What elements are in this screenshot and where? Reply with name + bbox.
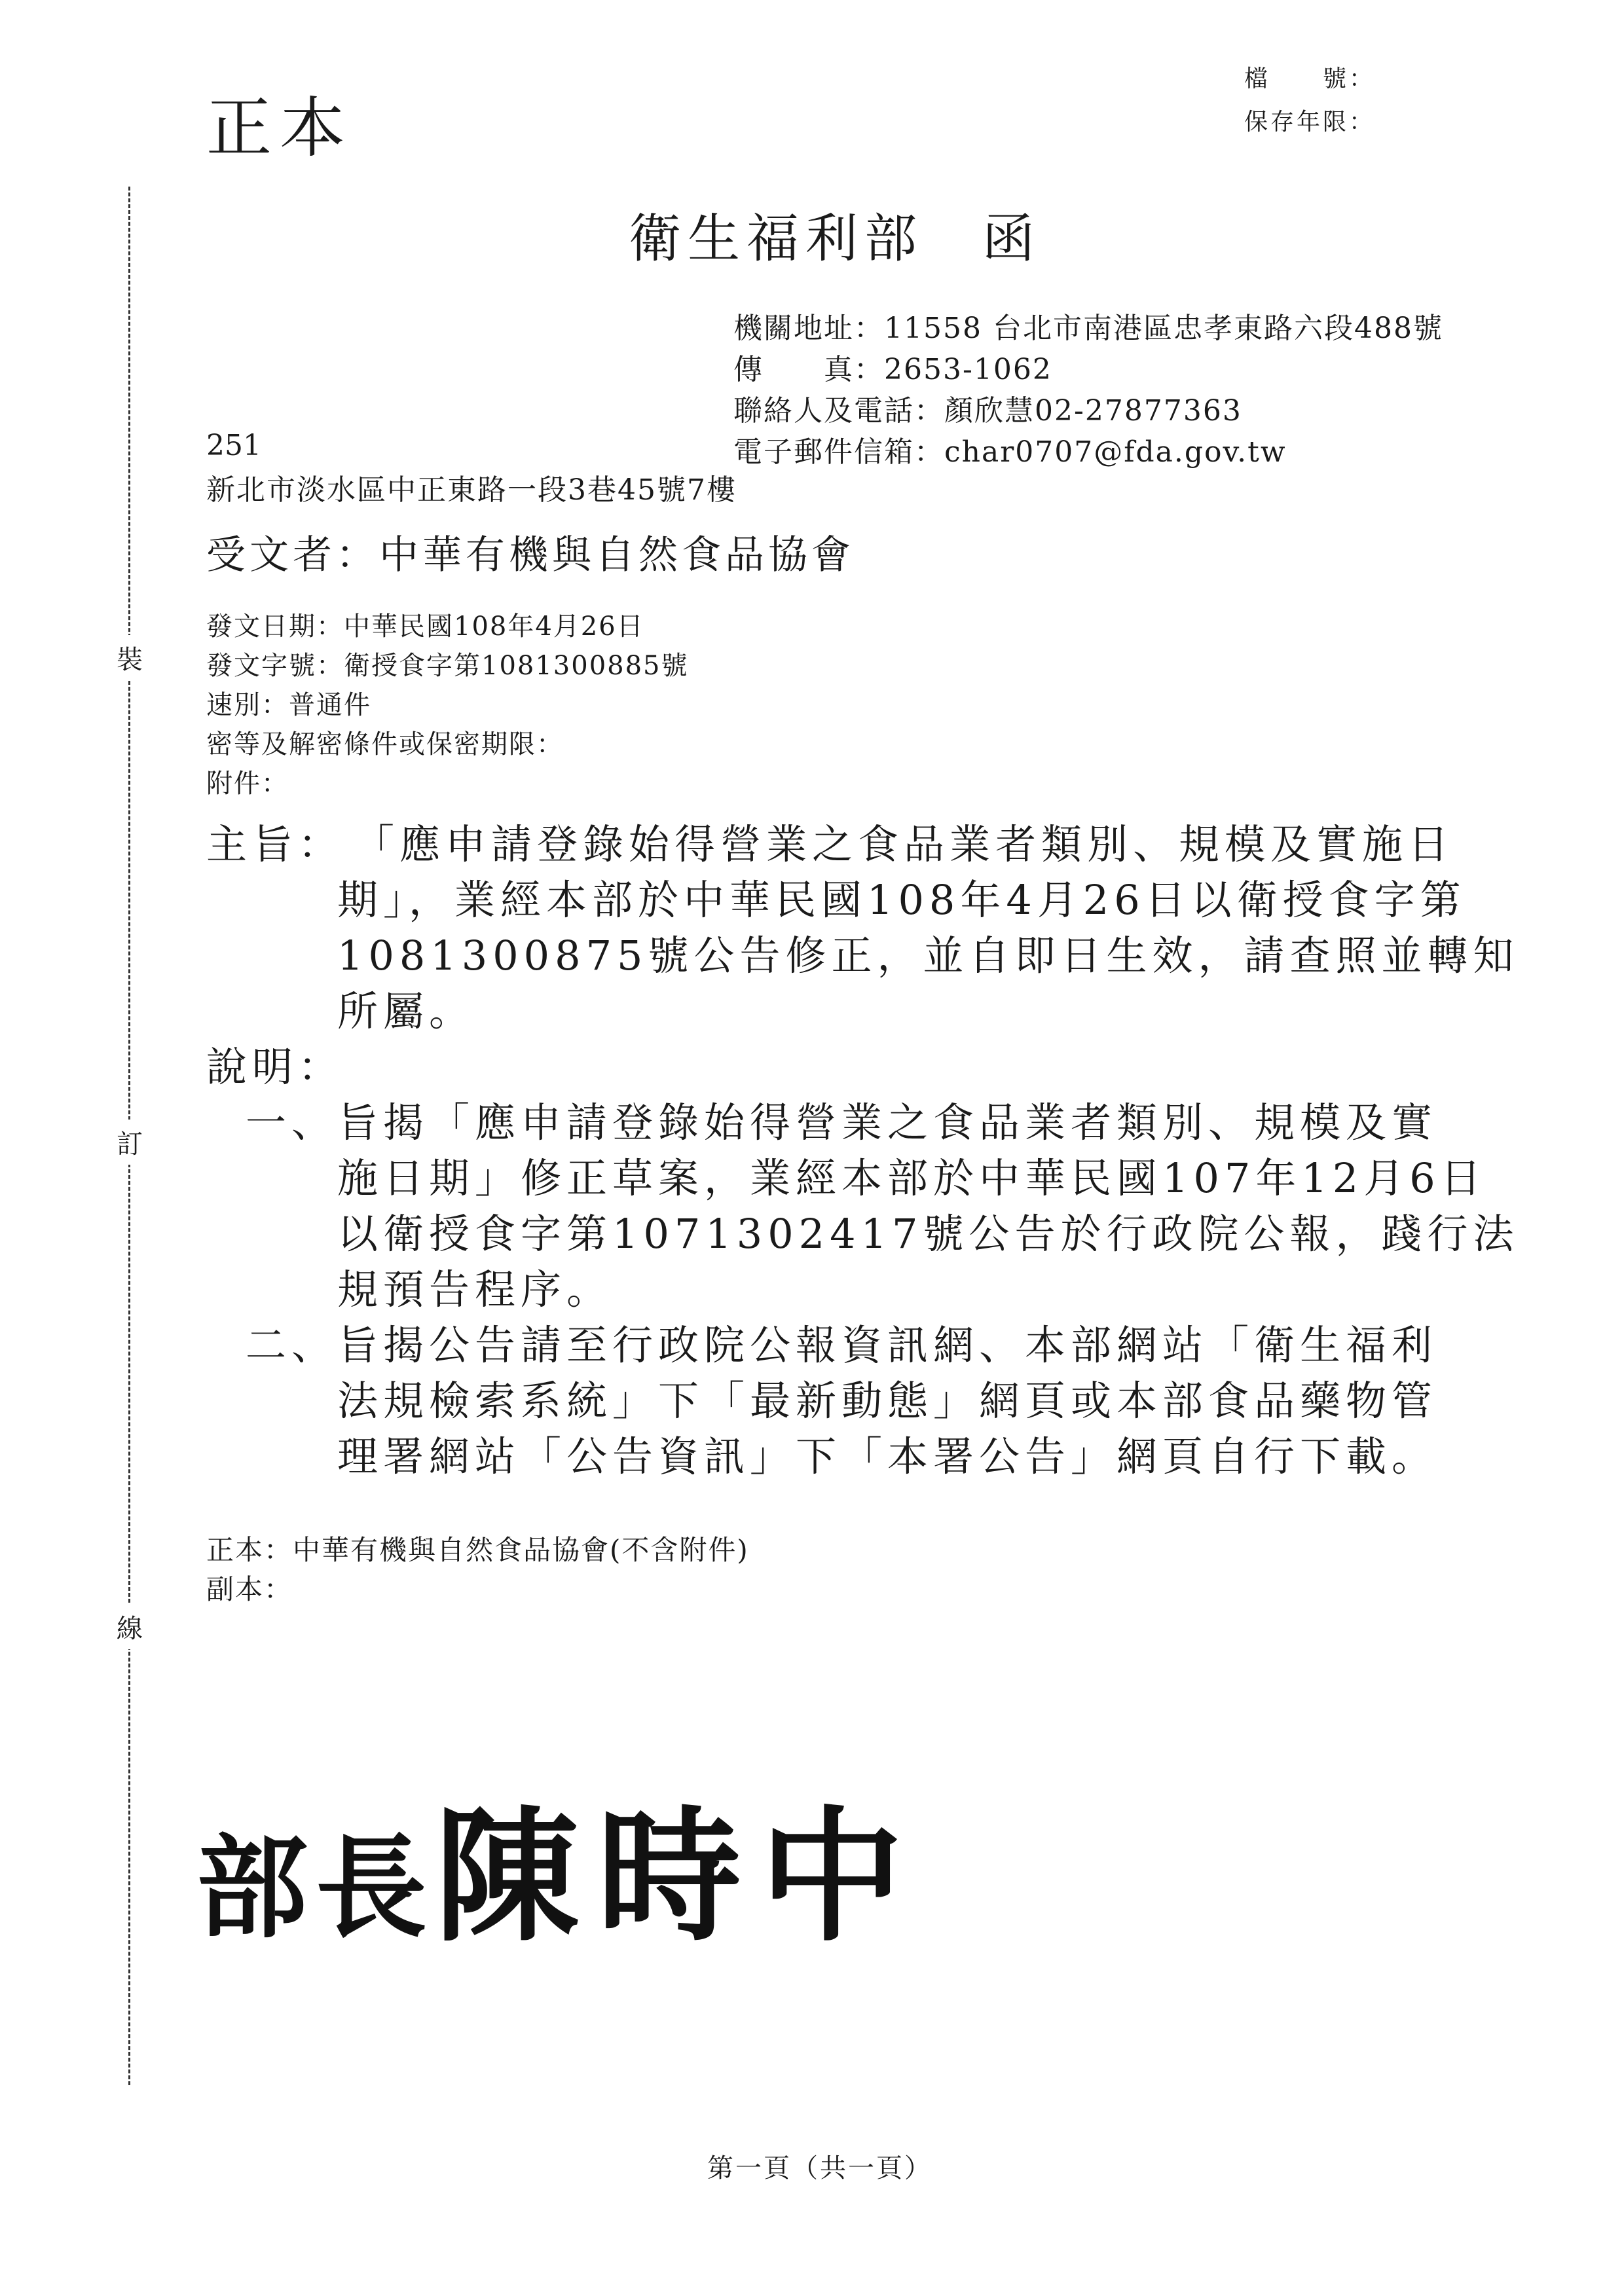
- retention-period-label: 保存年限：: [1244, 109, 1376, 136]
- receiver-address: 新北市淡水區中正東路一段3巷45號7樓: [206, 473, 737, 507]
- explanation-item-number: 二、: [246, 1321, 338, 1369]
- explanation-item-number: 一、: [246, 1099, 338, 1146]
- signature-name: 陳時中: [435, 1791, 923, 1961]
- binding-char-xian: 線: [117, 1604, 143, 1649]
- archive-number-label: 檔 號：: [1244, 65, 1376, 92]
- signature-title: 部長: [196, 1823, 435, 1954]
- explanation-line: 理署網站「公告資訊」下「本署公告」網頁自行下載。: [337, 1432, 1438, 1480]
- document-title: 衛生福利部 函: [629, 208, 1041, 269]
- explanation-label: 說明：: [206, 1043, 344, 1091]
- delivery-speed: 速別：普通件: [206, 690, 371, 720]
- explanation-line: 規預告程序。: [337, 1266, 613, 1313]
- original-copy-recipients: 正本：中華有機與自然食品協會(不含附件): [206, 1534, 749, 1566]
- page-number: 第一頁（共一頁）: [707, 2153, 932, 2183]
- subject-line: 「應申請登錄始得營業之食品業者類別、規模及實施日: [354, 820, 1454, 868]
- receiver-zip: 251: [206, 429, 261, 462]
- binding-char-ding: 訂: [117, 1120, 143, 1165]
- sender-address: 機關地址：11558 台北市南港區忠孝東路六段488號: [733, 312, 1443, 345]
- explanation-line: 以衛授食字第1071302417號公告於行政院公報，踐行法: [337, 1210, 1519, 1258]
- explanation-line: 旨揭「應申請登錄始得營業之食品業者類別、規模及實: [337, 1099, 1438, 1146]
- explanation-line: 施日期」修正草案，業經本部於中華民國107年12月6日: [337, 1154, 1486, 1202]
- subject-line: 1081300875號公告修正，並自即日生效，請查照並轉知: [337, 932, 1519, 979]
- security-level: 密等及解密條件或保密期限：: [206, 729, 564, 759]
- sender-email: 電子郵件信箱：char0707@fda.gov.tw: [733, 435, 1287, 469]
- sender-contact-person: 聯絡人及電話：顏欣慧02-27877363: [733, 394, 1242, 428]
- issue-date: 發文日期：中華民國108年4月26日: [206, 611, 644, 642]
- document-number: 發文字號：衛授食字第1081300885號: [206, 651, 689, 681]
- sender-fax: 傳 真：2653-1062: [733, 353, 1052, 386]
- recipient: 受文者：中華有機與自然食品協會: [206, 532, 855, 578]
- duplicate-copy-recipients: 副本：: [206, 1573, 293, 1605]
- explanation-line: 法規檢索系統」下「最新動態」網頁或本部食品藥物管: [337, 1377, 1438, 1425]
- minister-signature: [196, 1761, 922, 1968]
- subject-line: 期」，業經本部於中華民國108年4月26日以衛授食字第: [337, 876, 1466, 924]
- attachments: 附件：: [206, 769, 289, 799]
- subject-label: 主旨：: [206, 820, 344, 868]
- binding-char-zhuang: 裝: [117, 635, 143, 680]
- copy-type-label: 正本: [206, 90, 353, 166]
- subject-line: 所屬。: [337, 987, 475, 1035]
- explanation-line: 旨揭公告請至行政院公報資訊網、本部網站「衛生福利: [337, 1321, 1438, 1369]
